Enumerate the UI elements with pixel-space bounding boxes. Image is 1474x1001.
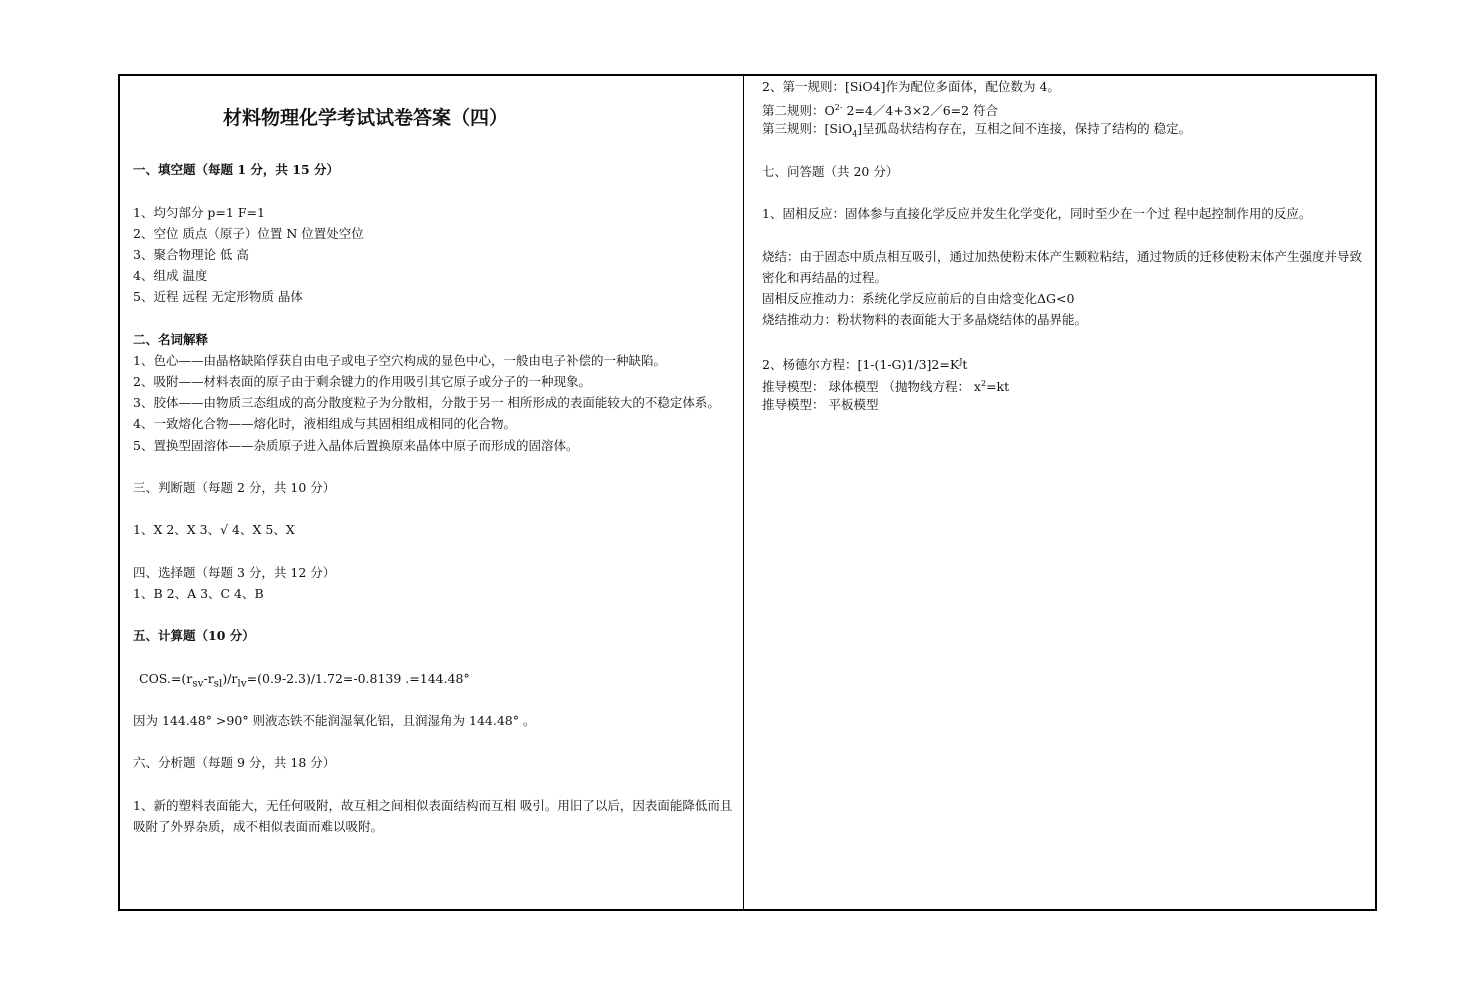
section-calculation-heading: 五、计算题（10 分） [133,628,255,644]
section-analysis-heading: 六、分析题（每题 9 分，共 18 分） [133,755,336,771]
pauling-rule-1: 2、第一规则：[SiO4]作为配位多面体，配位数为 4。 [762,79,1060,94]
term-item: 2、吸附——材料表面的原子由于剩余键力的作用吸引其它原子或分子的一种现象。 [133,374,591,390]
left-column [133,76,737,837]
calculation-equation: $COS.=(r_{sv}-r_{sl})/r_{lv}=(0.9-2.3)/1.72=-0.8139$ .=144.48° [139,670,470,690]
true-false-answers: 1、X 2、X 3、√ 4、X 5、X [133,522,295,538]
section-qa-heading: 七、问答题（共 20 分） [762,163,899,179]
fill-blank-item: 2、空位 质点（原子）位置 N 位置处空位 [133,225,364,241]
qa-sintering-driving-force: 烧结推动力：粉状物料的表面能大于多晶烧结体的晶界能。 [762,312,1088,328]
jander-equation: 2、杨德尔方程：$[1-(1-G)1/3]2=K^Jt$ [762,357,968,373]
section-terms-heading: 二、名词解释 [133,331,209,347]
section-choice-heading: 四、选择题（每题 3 分，共 12 分） [133,564,336,580]
choice-answers: 1、B 2、A 3、C 4、B [133,585,264,601]
fill-blank-item: 3、聚合物理论 低 高 [133,246,249,262]
calculation-conclusion: 因为 144.48° >90° 则液态铁不能润湿氧化铝，且润湿角为 144.48° 。 [133,713,536,729]
term-item: 1、色心——由晶格缺陷俘获自由电子或电子空穴构成的显色中心，一般由电子补偿的一种缺陷。 [133,352,666,368]
qa-sintering: 烧结：由于固态中质点相互吸引，通过加热使粉末体产生颗粒粘结，通过物质的迁移使粉末体产生强度并导致密化和再结晶的过程。 [762,248,1363,285]
fill-blank-item: 1、均匀部分 p=1 F=1 [133,204,265,220]
column-divider [743,74,744,911]
right-column [762,76,1370,415]
term-item: 3、胶体——由物质三态组成的高分散度粒子为分散相，分散于另一 相所形成的表面能较大的不稳定体系。 [133,395,720,411]
qa-solid-reaction: 1、固相反应：固体参与直接化学反应并发生化学变化，同时至少在一个过 程中起控制作用的反应。 [762,206,1312,222]
qa-solid-reaction-driving-force: 固相反应推动力：系统化学反应前后的自由焓变化ΔG<0 [762,290,1075,306]
derivation-model-plate: 推导模型： 平板模型 [762,396,879,412]
fill-blank-item: 4、组成 温度 [133,268,208,284]
term-item: 4、一致熔化合物——熔化时，液相组成与其固相组成相同的化合物。 [133,416,516,432]
fill-blank-item: 5、近程 远程 无定形物质 晶体 [133,289,303,305]
term-item: 5、置换型固溶体——杂质原子进入晶体后置换原来晶体中原子而形成的固溶体。 [133,437,579,453]
pauling-rule-3: 第三规则：[SiO$_4$]呈孤岛状结构存在，互相之间不连接，保持了结构的 稳定。 [762,121,1192,139]
analysis-item: 1、新的塑料表面能大，无任何吸附，故互相之间相似表面结构而互相 吸引。用旧了以后，因表面能降低而且吸附了外界杂质，成不相似表面而难以吸附。 [133,797,733,835]
pauling-rule-2: 第二规则：$O^{2-}$ 2=4／4+3×2／6=2 符合 [762,103,999,119]
section-fill-blank-heading: 一、填空题（每题 1 分，共 15 分） [133,162,340,178]
page-title: 材料物理化学考试试卷答案（四） [223,107,509,129]
section-true-false-heading: 三、判断题（每题 2 分，共 10 分） [133,480,336,496]
derivation-model-sphere: 推导模型： 球体模型 （抛物线方程： $x^2=kt$ [762,378,1010,394]
